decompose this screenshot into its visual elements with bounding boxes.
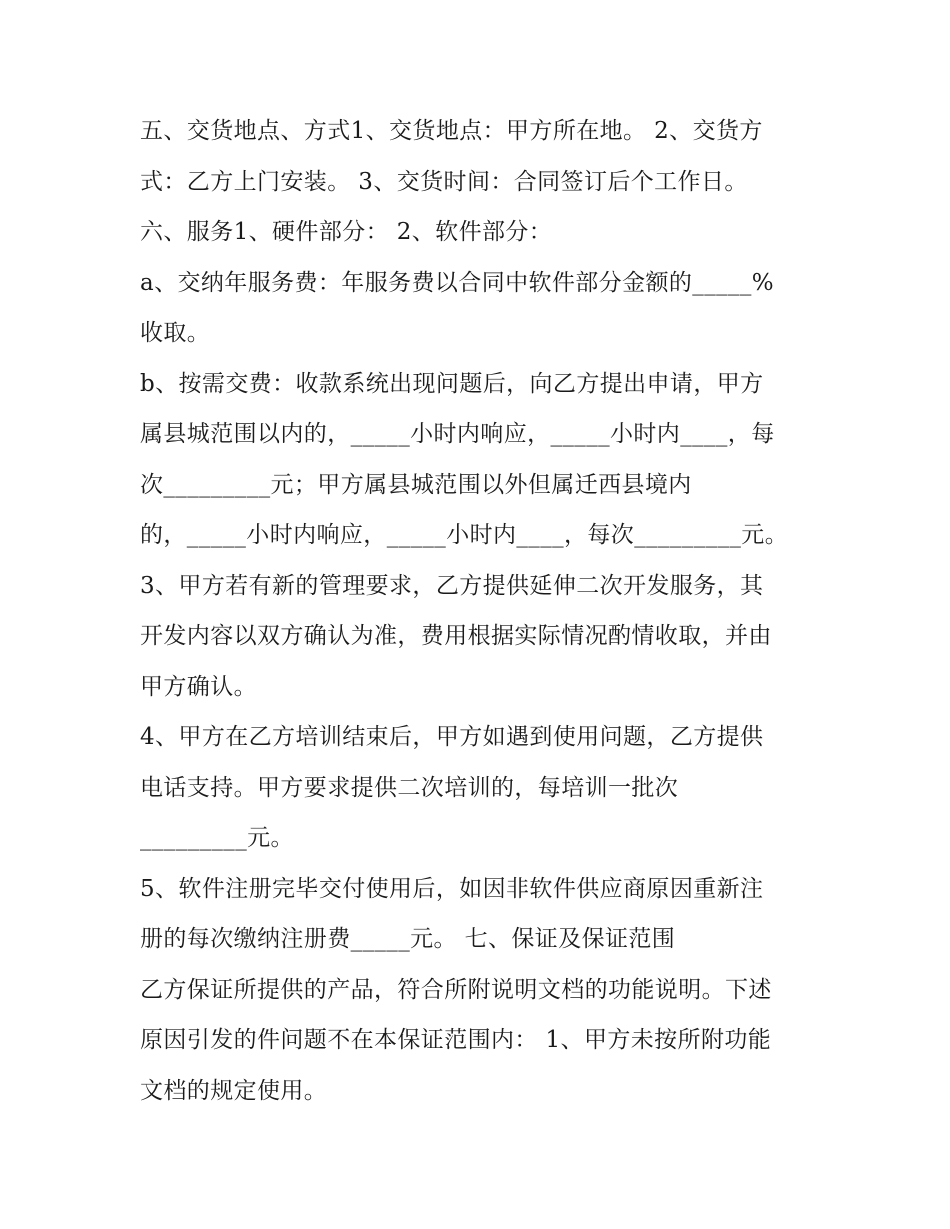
text-line: 乙方保证所提供的产品，符合所附说明文档的功能说明。下述 [140,976,772,1003]
text-line: _________元。 [140,825,294,851]
text-line: 电话支持。甲方要求提供二次培训的，每培训一批次 [140,774,679,801]
text-line: 文档的规定使用。 [140,1077,328,1104]
text-line: 的，_____小时内响应，_____小时内____，每次_________元。 [140,522,789,548]
text-line: 式：乙方上门安装。 3、交货时间：合同签订后个工作日。 [140,168,748,195]
text-line: 原因引发的件问题不在本保证范围内： 1、甲方未按所附功能 [140,1027,772,1053]
contract-text [140,106,820,1116]
text-line: 次_________元；甲方属县城范围以外但属迁西县境内 [140,471,692,498]
text-line: 六、服务1、硬件部分： 2、软件部分： [140,219,553,245]
text-line: 3、甲方若有新的管理要求，乙方提供延伸二次开发服务，其 [140,572,764,599]
text-line: 五、交货地点、方式1、交货地点：甲方所在地。 2、交货方 [140,118,763,144]
text-line: 册的每次缴纳注册费_____元。 七、保证及保证范围 [140,926,676,952]
text-line: b、按需交费：收款系统出现问题后，向乙方提出申请，甲方 [140,370,764,397]
text-line: 收取。 [140,320,211,346]
text-line: 4、甲方在乙方培训结束后，甲方如遇到使用问题，乙方提供 [140,724,764,750]
text-line: a、交纳年服务费：年服务费以合同中软件部分金额的_____% [140,269,775,296]
text-line: 5、软件注册完毕交付使用后，如因非软件供应商原因重新注 [140,875,764,902]
text-line: 开发内容以双方确认为准，费用根据实际情况酌情收取，并由 [140,623,772,649]
text-line: 属县城范围以内的，_____小时内响应，_____小时内____，每 [140,421,775,447]
text-line: 甲方确认。 [140,673,257,700]
